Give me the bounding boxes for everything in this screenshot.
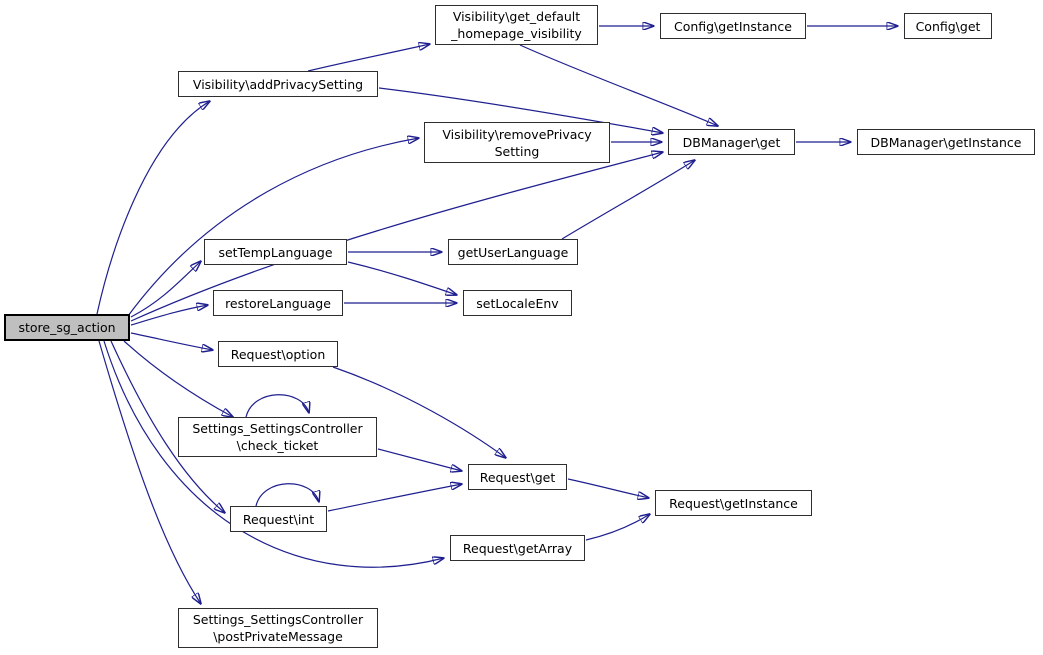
node-label-line: Visibility\get_default — [452, 9, 581, 24]
edge-set-temp-language-to-set-locale-env — [348, 262, 457, 295]
node-label-line: \check_ticket — [236, 438, 319, 453]
node-visibility-remove-privacy-setting[interactable] — [424, 122, 610, 163]
node-settings-controller-check-ticket[interactable] — [178, 417, 377, 457]
node-restore-language[interactable]: restoreLanguage — [213, 290, 343, 316]
node-dbmanager-getinstance[interactable]: DBManager\getInstance — [857, 129, 1035, 155]
node-set-locale-env[interactable]: setLocaleEnv — [463, 290, 572, 316]
node-label-line: Settings_SettingsController — [192, 421, 363, 436]
node-store-sg-action: store_sg_action — [4, 314, 130, 341]
edge-store-to-restore-language — [131, 305, 208, 325]
node-request-get[interactable]: Request\get — [468, 464, 567, 490]
edge-request-int-self-loop — [256, 484, 319, 506]
node-dbmanager-get[interactable]: DBManager\get — [668, 129, 795, 155]
edge-request-get-to-request-getinstance — [568, 479, 649, 498]
edge-add-privacy-to-get-default — [308, 44, 430, 71]
edge-check-ticket-self-loop — [246, 395, 309, 417]
node-get-user-language[interactable]: getUserLanguage — [448, 239, 578, 265]
node-set-temp-language[interactable]: setTempLanguage — [204, 239, 347, 265]
edge-request-int-to-request-get — [328, 484, 462, 511]
edge-get-user-language-to-dbmanager-get — [562, 160, 695, 239]
edge-store-to-add-privacy-setting — [97, 101, 210, 314]
node-settings-controller-post-private-message[interactable] — [178, 608, 378, 648]
node-config-get[interactable]: Config\get — [904, 13, 992, 39]
edge-store-to-check-ticket — [124, 341, 233, 417]
node-config-getinstance[interactable]: Config\getInstance — [660, 13, 806, 39]
node-label-line: Settings_SettingsController — [192, 612, 364, 627]
edge-store-to-dbmanager-get — [131, 152, 663, 321]
edge-store-to-request-option — [131, 333, 213, 350]
edge-check-ticket-to-request-get — [378, 449, 462, 471]
node-request-getinstance[interactable]: Request\getInstance — [655, 490, 812, 516]
edge-request-get-array-to-request-getinstance — [586, 514, 650, 540]
node-visibility-add-privacy-setting[interactable]: Visibility\addPrivacySetting — [178, 71, 378, 97]
node-visibility-get-default-homepage-visibility[interactable] — [435, 5, 598, 45]
node-label-line: \postPrivateMessage — [213, 629, 343, 644]
node-label-line: Setting — [494, 143, 540, 159]
node-label-line: Visibility\removePrivacy — [442, 126, 592, 142]
node-request-int[interactable]: Request\int — [230, 506, 327, 532]
node-request-get-array[interactable]: Request\getArray — [450, 535, 585, 561]
node-label-line: _homepage_visibility — [451, 26, 582, 41]
node-request-option[interactable]: Request\option — [218, 341, 338, 367]
